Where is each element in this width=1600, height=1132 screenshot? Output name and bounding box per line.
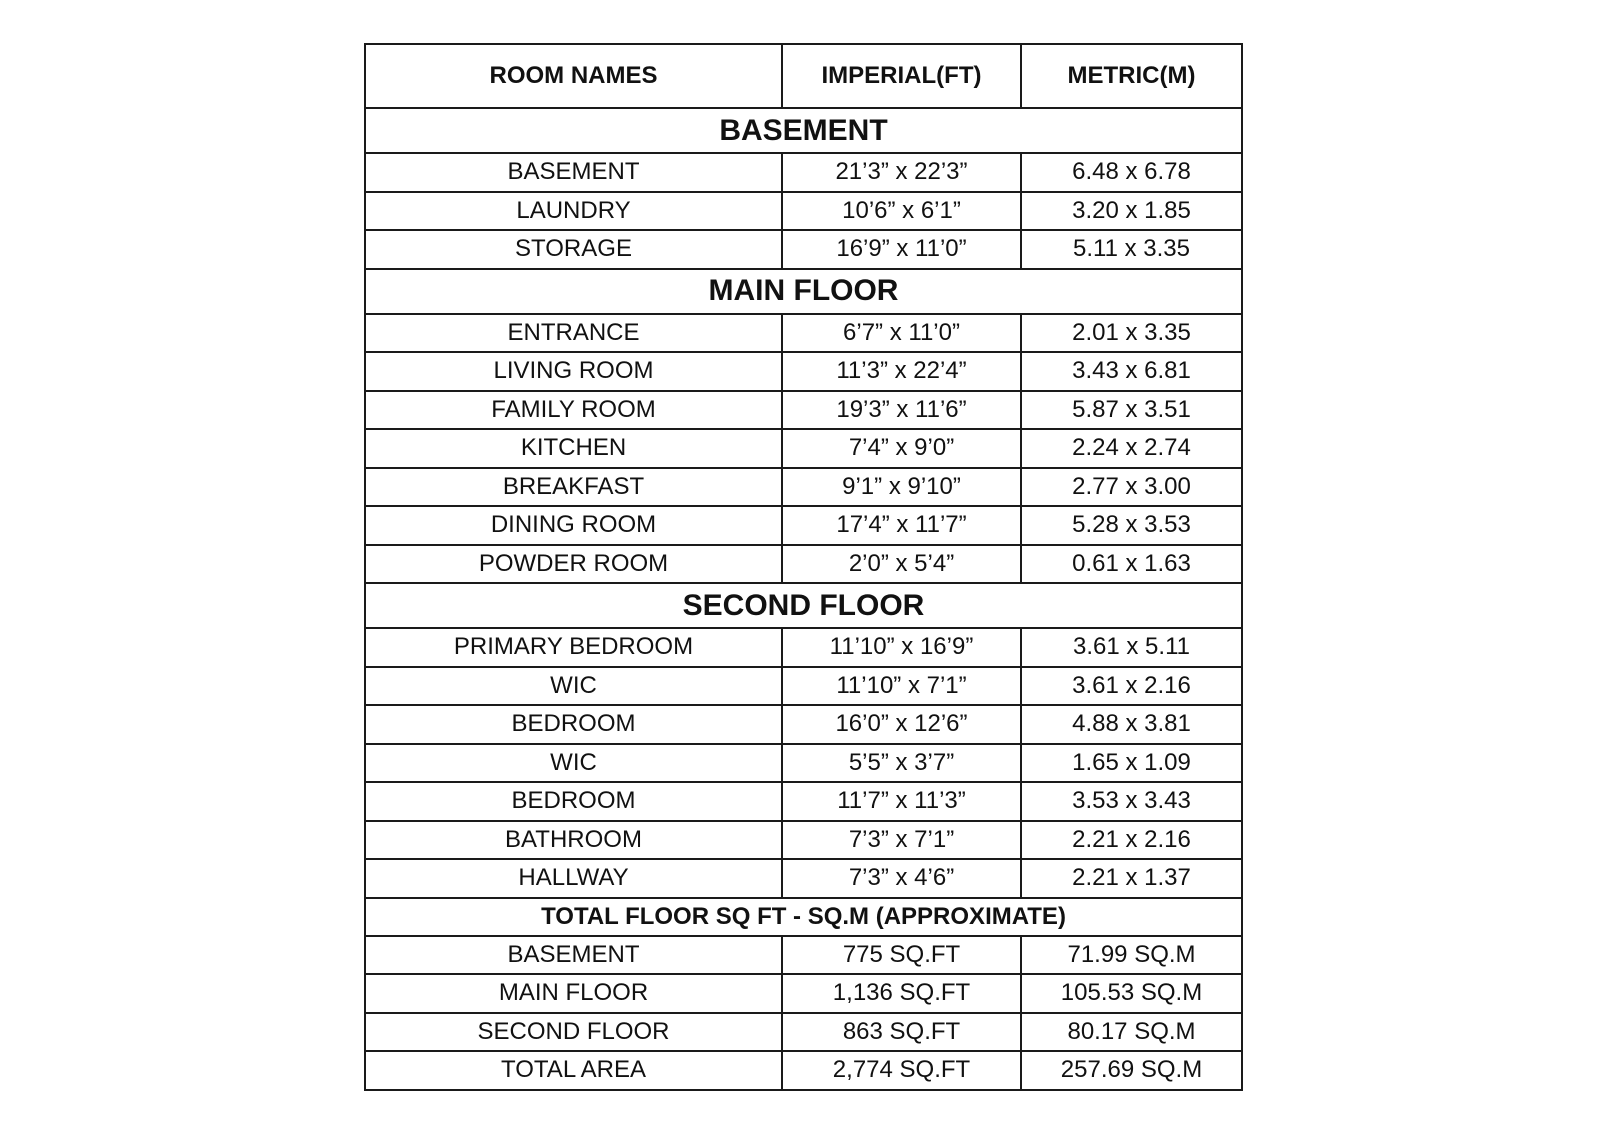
table-row xyxy=(365,936,1242,975)
table-row xyxy=(365,859,1242,898)
table-row xyxy=(365,744,1242,783)
table-row xyxy=(365,545,1242,584)
room-name-cell: HALLWAY xyxy=(365,859,782,898)
room-name-cell: PRIMARY BEDROOM xyxy=(365,628,782,667)
room-name-cell: LIVING ROOM xyxy=(365,352,782,391)
table-row xyxy=(365,821,1242,860)
room-name-cell: WIC xyxy=(365,667,782,706)
metric-cell: 2.01 x 3.35 xyxy=(1021,314,1242,353)
imperial-cell: 775 SQ.FT xyxy=(782,936,1021,975)
room-name-cell: KITCHEN xyxy=(365,429,782,468)
section-title: SECOND FLOOR xyxy=(365,583,1242,628)
room-name-cell: ENTRANCE xyxy=(365,314,782,353)
table-row xyxy=(365,667,1242,706)
metric-cell: 5.87 x 3.51 xyxy=(1021,391,1242,430)
table-row xyxy=(365,506,1242,545)
room-name-cell: POWDER ROOM xyxy=(365,545,782,584)
table-body xyxy=(365,108,1242,1090)
metric-cell: 2.21 x 2.16 xyxy=(1021,821,1242,860)
imperial-cell: 7’4” x 9’0” xyxy=(782,429,1021,468)
header-room-names: ROOM NAMES xyxy=(365,44,782,108)
imperial-cell: 2,774 SQ.FT xyxy=(782,1051,1021,1090)
room-name-cell: BEDROOM xyxy=(365,782,782,821)
metric-cell: 4.88 x 3.81 xyxy=(1021,705,1242,744)
table-row xyxy=(365,1013,1242,1052)
metric-cell: 80.17 SQ.M xyxy=(1021,1013,1242,1052)
table-row xyxy=(365,628,1242,667)
metric-cell: 105.53 SQ.M xyxy=(1021,974,1242,1013)
imperial-cell: 863 SQ.FT xyxy=(782,1013,1021,1052)
room-name-cell: SECOND FLOOR xyxy=(365,1013,782,1052)
metric-cell: 2.24 x 2.74 xyxy=(1021,429,1242,468)
room-name-cell: FAMILY ROOM xyxy=(365,391,782,430)
room-name-cell: TOTAL AREA xyxy=(365,1051,782,1090)
imperial-cell: 17’4” x 11’7” xyxy=(782,506,1021,545)
imperial-cell: 2’0” x 5’4” xyxy=(782,545,1021,584)
metric-cell: 71.99 SQ.M xyxy=(1021,936,1242,975)
section-title: MAIN FLOOR xyxy=(365,269,1242,314)
room-name-cell: WIC xyxy=(365,744,782,783)
imperial-cell: 9’1” x 9’10” xyxy=(782,468,1021,507)
table-row xyxy=(365,1051,1242,1090)
metric-cell: 5.11 x 3.35 xyxy=(1021,230,1242,269)
imperial-cell: 16’9” x 11’0” xyxy=(782,230,1021,269)
metric-cell: 1.65 x 1.09 xyxy=(1021,744,1242,783)
section-header-row xyxy=(365,108,1242,153)
metric-cell: 3.61 x 5.11 xyxy=(1021,628,1242,667)
section-header-row xyxy=(365,583,1242,628)
metric-cell: 3.43 x 6.81 xyxy=(1021,352,1242,391)
room-name-cell: BEDROOM xyxy=(365,705,782,744)
imperial-cell: 6’7” x 11’0” xyxy=(782,314,1021,353)
header-metric: METRIC(M) xyxy=(1021,44,1242,108)
metric-cell: 3.61 x 2.16 xyxy=(1021,667,1242,706)
room-name-cell: STORAGE xyxy=(365,230,782,269)
room-name-cell: BASEMENT xyxy=(365,153,782,192)
imperial-cell: 10’6” x 6’1” xyxy=(782,192,1021,231)
imperial-cell: 11’10” x 7’1” xyxy=(782,667,1021,706)
imperial-cell: 21’3” x 22’3” xyxy=(782,153,1021,192)
metric-cell: 5.28 x 3.53 xyxy=(1021,506,1242,545)
room-name-cell: LAUNDRY xyxy=(365,192,782,231)
imperial-cell: 19’3” x 11’6” xyxy=(782,391,1021,430)
table-row xyxy=(365,782,1242,821)
table-row xyxy=(365,429,1242,468)
imperial-cell: 11’10” x 16’9” xyxy=(782,628,1021,667)
section-title: BASEMENT xyxy=(365,108,1242,153)
metric-cell: 3.20 x 1.85 xyxy=(1021,192,1242,231)
table-row xyxy=(365,468,1242,507)
section-header-row xyxy=(365,269,1242,314)
metric-cell: 0.61 x 1.63 xyxy=(1021,545,1242,584)
section-title: TOTAL FLOOR SQ FT - SQ.M (APPROXIMATE) xyxy=(365,898,1242,936)
imperial-cell: 7’3” x 7’1” xyxy=(782,821,1021,860)
table-row xyxy=(365,391,1242,430)
table-row xyxy=(365,314,1242,353)
room-dimensions-table xyxy=(364,43,1243,1091)
room-name-cell: MAIN FLOOR xyxy=(365,974,782,1013)
table-row xyxy=(365,192,1242,231)
header-imperial: IMPERIAL(FT) xyxy=(782,44,1021,108)
metric-cell: 6.48 x 6.78 xyxy=(1021,153,1242,192)
table-row xyxy=(365,352,1242,391)
imperial-cell: 1,136 SQ.FT xyxy=(782,974,1021,1013)
metric-cell: 2.77 x 3.00 xyxy=(1021,468,1242,507)
table-row xyxy=(365,974,1242,1013)
room-name-cell: BATHROOM xyxy=(365,821,782,860)
imperial-cell: 7’3” x 4’6” xyxy=(782,859,1021,898)
metric-cell: 3.53 x 3.43 xyxy=(1021,782,1242,821)
imperial-cell: 16’0” x 12’6” xyxy=(782,705,1021,744)
table-row xyxy=(365,705,1242,744)
imperial-cell: 5’5” x 3’7” xyxy=(782,744,1021,783)
room-name-cell: BREAKFAST xyxy=(365,468,782,507)
imperial-cell: 11’3” x 22’4” xyxy=(782,352,1021,391)
imperial-cell: 11’7” x 11’3” xyxy=(782,782,1021,821)
table-row xyxy=(365,230,1242,269)
room-name-cell: DINING ROOM xyxy=(365,506,782,545)
totals-header-row xyxy=(365,898,1242,936)
metric-cell: 257.69 SQ.M xyxy=(1021,1051,1242,1090)
table-header-row xyxy=(365,44,1242,108)
table-row xyxy=(365,153,1242,192)
metric-cell: 2.21 x 1.37 xyxy=(1021,859,1242,898)
room-name-cell: BASEMENT xyxy=(365,936,782,975)
